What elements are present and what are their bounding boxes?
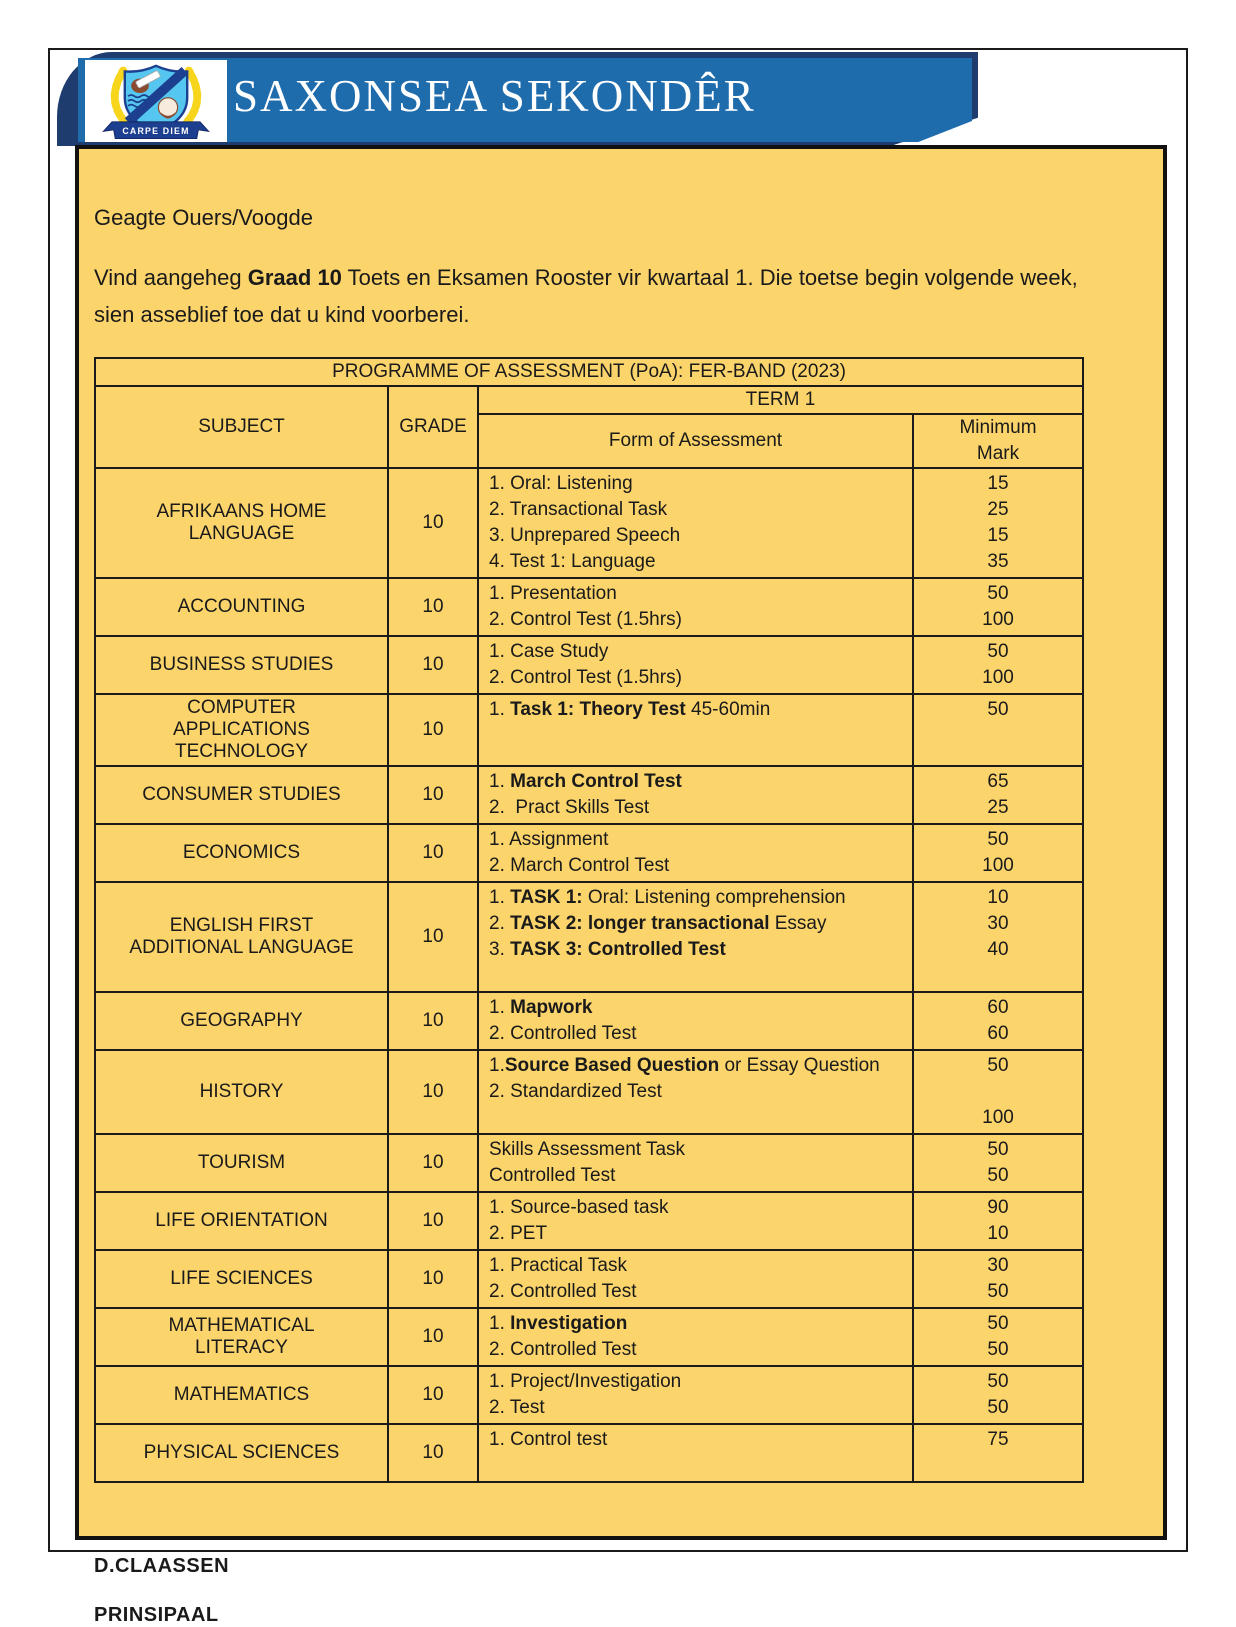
table-row [95, 1308, 1083, 1366]
form-of-assessment-cell [478, 1366, 913, 1424]
table-row [95, 578, 1083, 636]
assessment-line: 2. Standardized Test [489, 1081, 662, 1102]
subject-cell: LIFE ORIENTATION [95, 1192, 388, 1250]
assessment-line: 1. Oral: Listening [489, 473, 633, 494]
subject-cell: LIFE SCIENCES [95, 1250, 388, 1308]
minimum-mark-cell [913, 1050, 1083, 1134]
subject-cell: COMPUTER APPLICATIONS TECHNOLOGY [95, 694, 388, 766]
assessment-line: 1. Project/Investigation [489, 1371, 682, 1392]
assessment-line: 1. Practical Task [489, 1255, 627, 1276]
form-of-assessment-cell [478, 1050, 913, 1134]
mark-line: 60 [987, 997, 1009, 1018]
mark-line: 50 [987, 1313, 1009, 1334]
mark-line: 100 [982, 1107, 1014, 1128]
assessment-line: 1. Control test [489, 1429, 608, 1450]
minimum-mark-cell [913, 468, 1083, 578]
school-logo-box [85, 60, 227, 142]
minimum-mark-cell [913, 1308, 1083, 1366]
grade-cell: 10 [388, 992, 478, 1050]
subject-cell: HISTORY [95, 1050, 388, 1134]
table-row [95, 992, 1083, 1050]
form-of-assessment-cell [478, 824, 913, 882]
assessment-line: 2. Controlled Test [489, 1281, 637, 1302]
mark-line: 50 [987, 699, 1009, 720]
mark-line: 75 [987, 1429, 1009, 1450]
assessment-line: 2. Controlled Test [489, 1023, 637, 1044]
assessment-line: 1. Investigation [489, 1313, 628, 1334]
assessment-line: 1. Assignment [489, 829, 609, 850]
mark-line: 15 [987, 473, 1009, 494]
assessment-line: Skills Assessment Task [489, 1139, 686, 1160]
minimum-mark-cell [913, 1424, 1083, 1482]
school-crest-logo [87, 61, 225, 141]
assessment-line: 3. Unprepared Speech [489, 525, 681, 546]
column-header-form-of-assessment: Form of Assessment [478, 414, 913, 468]
assessment-line: 2. Test [489, 1397, 545, 1418]
grade-cell: 10 [388, 1424, 478, 1482]
subject-cell: TOURISM [95, 1134, 388, 1192]
grade-cell: 10 [388, 882, 478, 992]
assessment-line: 3. TASK 3: Controlled Test [489, 939, 726, 960]
grade-cell: 10 [388, 578, 478, 636]
grade-cell: 10 [388, 694, 478, 766]
assessment-line: 2. Control Test (1.5hrs) [489, 609, 682, 630]
assessment-line: 2. Transactional Task [489, 499, 668, 520]
minimum-mark-cell [913, 882, 1083, 992]
mark-line: 15 [987, 525, 1009, 546]
mark-line: 35 [987, 551, 1009, 572]
subject-cell: AFRIKAANS HOME LANGUAGE [95, 468, 388, 578]
letter-body-prefix: Vind aangeheg [94, 265, 248, 290]
subject-cell: PHYSICAL SCIENCES [95, 1424, 388, 1482]
grade-cell: 10 [388, 1250, 478, 1308]
form-of-assessment-cell [478, 766, 913, 824]
form-of-assessment-cell [478, 882, 913, 992]
assessment-line [489, 1453, 906, 1479]
grade-cell: 10 [388, 1192, 478, 1250]
table-title: PROGRAMME OF ASSESSMENT (PoA): FER-BAND (2023) [95, 358, 1083, 386]
assessment-line: 2. PET [489, 1223, 548, 1244]
table-row [95, 1250, 1083, 1308]
assessment-table [94, 357, 1084, 1483]
subject-cell: MATHEMATICS [95, 1366, 388, 1424]
crest-shell [158, 98, 177, 117]
form-of-assessment-cell [478, 636, 913, 694]
column-header-minimum-mark-line1: Minimum [959, 417, 1037, 438]
table-row [95, 1366, 1083, 1424]
signature-name: D.CLAASSEN [94, 1555, 230, 1577]
subject-cell: ACCOUNTING [95, 578, 388, 636]
mark-line: 50 [987, 583, 1009, 604]
grade-cell: 10 [388, 1366, 478, 1424]
assessment-line: 4. Test 1: Language [489, 551, 656, 572]
assessment-table-body [95, 468, 1083, 1482]
assessment-line: 2. TASK 2: longer transactional Essay [489, 913, 827, 934]
mark-line: 30 [987, 913, 1009, 934]
subject-cell: CONSUMER STUDIES [95, 766, 388, 824]
column-header-minimum-mark [913, 414, 1083, 468]
column-header-term: TERM 1 [478, 386, 1083, 414]
mark-line: 50 [987, 1371, 1009, 1392]
assessment-line [489, 1105, 906, 1131]
table-row [95, 468, 1083, 578]
grade-cell: 10 [388, 636, 478, 694]
school-name-title: SAXONSEA SEKONDÊR [233, 71, 756, 121]
table-row [95, 824, 1083, 882]
mark-line: 10 [987, 887, 1009, 908]
mark-line: 50 [987, 1397, 1009, 1418]
letter-body [94, 259, 1099, 333]
subject-cell: GEOGRAPHY [95, 992, 388, 1050]
assessment-line: Controlled Test [489, 1165, 616, 1186]
assessment-line: 2. March Control Test [489, 855, 670, 876]
minimum-mark-cell [913, 992, 1083, 1050]
mark-line: 50 [987, 829, 1009, 850]
mark-line: 50 [987, 641, 1009, 662]
table-row [95, 1050, 1083, 1134]
signature-title: PRINSIPAAL [94, 1604, 219, 1626]
mark-line: 10 [987, 1223, 1009, 1244]
mark-line: 40 [987, 939, 1009, 960]
column-header-minimum-mark-line2: Mark [976, 443, 1020, 464]
minimum-mark-cell [913, 1250, 1083, 1308]
column-header-grade: GRADE [388, 386, 478, 468]
form-of-assessment-cell [478, 1308, 913, 1366]
grade-cell: 10 [388, 1050, 478, 1134]
mark-line: 100 [982, 855, 1014, 876]
table-row [95, 1192, 1083, 1250]
table-row [95, 636, 1083, 694]
minimum-mark-cell [913, 1192, 1083, 1250]
assessment-line: 2. Control Test (1.5hrs) [489, 667, 682, 688]
subject-cell: BUSINESS STUDIES [95, 636, 388, 694]
grade-cell: 10 [388, 468, 478, 578]
minimum-mark-cell [913, 694, 1083, 766]
column-header-subject: SUBJECT [95, 386, 388, 468]
minimum-mark-cell [913, 578, 1083, 636]
letter-body-suffix: Toets en Eksamen Rooster vir kwartaal 1. Die toetse begin volgende week, sien asseblief toe dat u kind voorberei. [94, 265, 1078, 327]
table-row [95, 766, 1083, 824]
grade-cell: 10 [388, 766, 478, 824]
table-row [95, 1424, 1083, 1482]
subject-cell: ENGLISH FIRST ADDITIONAL LANGUAGE [95, 882, 388, 992]
assessment-line: 1. Task 1: Theory Test 45-60min [489, 699, 771, 720]
mark-line: 50 [987, 1139, 1009, 1160]
mark-line: 30 [987, 1255, 1009, 1276]
grade-cell: 10 [388, 1134, 478, 1192]
assessment-line: 1. Case Study [489, 641, 609, 662]
assessment-line: 2. Controlled Test [489, 1339, 637, 1360]
table-row [95, 694, 1083, 766]
subject-cell: ECONOMICS [95, 824, 388, 882]
crest-motto-text: CARPE DIEM [122, 125, 190, 136]
minimum-mark-cell [913, 824, 1083, 882]
mark-line: 50 [987, 1339, 1009, 1360]
mark-line: 50 [987, 1055, 1009, 1076]
grade-cell: 10 [388, 1308, 478, 1366]
form-of-assessment-cell [478, 1134, 913, 1192]
minimum-mark-cell [913, 1134, 1083, 1192]
form-of-assessment-cell [478, 694, 913, 766]
assessment-line: 1. March Control Test [489, 771, 682, 792]
minimum-mark-cell [913, 766, 1083, 824]
assessment-line: 1.Source Based Question or Essay Question [489, 1055, 880, 1076]
assessment-line: 2. Pract Skills Test [489, 797, 650, 818]
mark-line: 100 [982, 609, 1014, 630]
minimum-mark-cell [913, 1366, 1083, 1424]
form-of-assessment-cell [478, 992, 913, 1050]
mark-line [914, 1079, 1082, 1105]
form-of-assessment-cell [478, 1192, 913, 1250]
assessment-line: 1. Mapwork [489, 997, 593, 1018]
mark-line: 65 [987, 771, 1009, 792]
table-row [95, 1134, 1083, 1192]
mark-line: 25 [987, 499, 1009, 520]
mark-line: 100 [982, 667, 1014, 688]
grade-cell: 10 [388, 824, 478, 882]
letter-sheet [75, 145, 1167, 1626]
form-of-assessment-cell [478, 1250, 913, 1308]
table-header-row-1 [95, 386, 1083, 414]
mark-line: 50 [987, 1281, 1009, 1302]
letter-greeting: Geagte Ouers/Voogde [94, 205, 313, 230]
assessment-line [489, 963, 906, 989]
letter-body-bold: Graad 10 [247, 265, 342, 290]
assessment-line [489, 723, 906, 749]
form-of-assessment-cell [478, 468, 913, 578]
subject-cell: MATHEMATICAL LITERACY [95, 1308, 388, 1366]
table-row [95, 882, 1083, 992]
form-of-assessment-cell [478, 1424, 913, 1482]
assessment-line: 1. Source-based task [489, 1197, 669, 1218]
assessment-line: 1. TASK 1: Oral: Listening comprehension [489, 887, 846, 908]
form-of-assessment-cell [478, 578, 913, 636]
minimum-mark-cell [913, 636, 1083, 694]
assessment-line: 1. Presentation [489, 583, 617, 604]
mark-line: 90 [987, 1197, 1009, 1218]
mark-line: 25 [987, 797, 1009, 818]
table-title-row [95, 358, 1083, 386]
mark-line: 60 [987, 1023, 1009, 1044]
mark-line: 50 [987, 1165, 1009, 1186]
